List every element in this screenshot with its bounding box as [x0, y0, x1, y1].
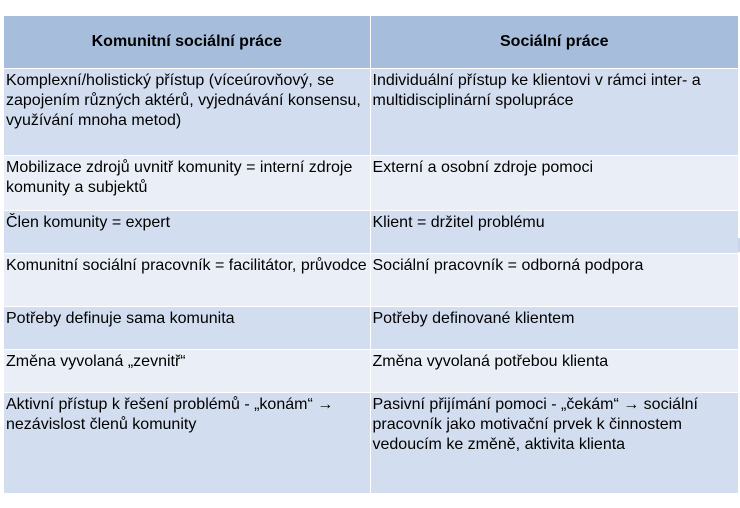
cell-community-resources: Mobilizace zdrojů uvnitř komunity = interní zdroje komunity a subjektů: [4, 156, 370, 211]
table-row: [4, 156, 738, 211]
cell-social-needs: Potřeby definované klientem: [370, 307, 738, 350]
cell-social-approach: Individuální přístup ke klientovi v rámci inter- a multidisciplinární spolupráce: [370, 69, 738, 156]
cell-community-member-role: Člen komunity = expert: [4, 211, 370, 254]
table-row: [4, 307, 738, 350]
cell-community-approach: Komplexní/holistický přístup (víceúrovňový, se zapojením různých aktérů, vyjednávání konsensu, využívání mnoha metod): [4, 69, 370, 156]
comparison-table: [4, 16, 738, 493]
cell-social-client-role: Klient = držitel problému: [370, 211, 738, 254]
cell-community-needs: Potřeby definuje sama komunita: [4, 307, 370, 350]
cell-social-worker-role: Sociální pracovník = odborná podpora: [370, 254, 738, 307]
cell-community-worker-role: Komunitní sociální pracovník = facilitátor, průvodce: [4, 254, 370, 307]
table-header-row: [4, 16, 738, 69]
cell-community-activity: Aktivní přístup k řešení problémů - „konám“ → nezávislost členů komunity: [4, 393, 370, 494]
table-row: [4, 211, 738, 254]
cell-social-resources: Externí a osobní zdroje pomoci: [370, 156, 738, 211]
comparison-table-container: [4, 16, 738, 493]
table-row: [4, 350, 738, 393]
cell-community-change: Změna vyvolaná „zevnitř“: [4, 350, 370, 393]
table-row: [4, 393, 738, 494]
cell-social-change: Změna vyvolaná potřebou klienta: [370, 350, 738, 393]
cell-social-activity: Pasivní přijímání pomoci - „čekám“ → sociální pracovník jako motivační prvek k činnostem vedoucím ke změně, aktivita klienta: [370, 393, 738, 494]
header-social-work: Sociální práce: [370, 16, 738, 69]
table-row: [4, 254, 738, 307]
header-community-social-work: Komunitní sociální práce: [4, 16, 370, 69]
table-row: [4, 69, 738, 156]
